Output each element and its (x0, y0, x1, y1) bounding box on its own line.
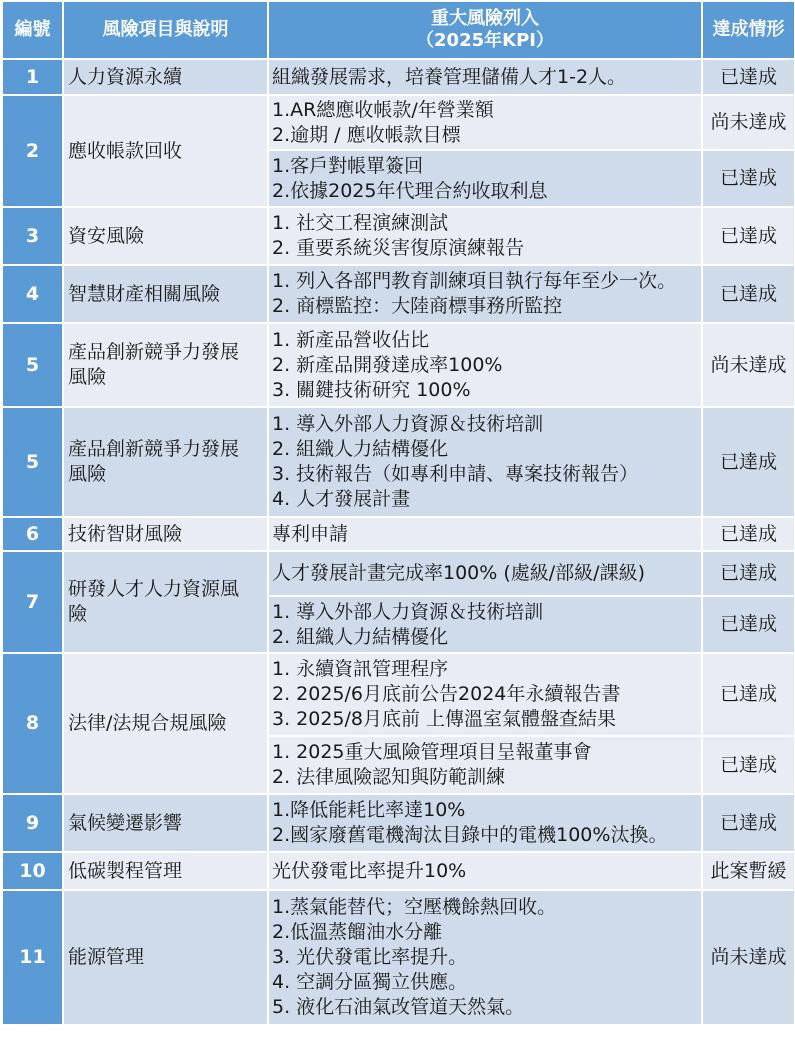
kpi-cell (268, 890, 702, 1025)
kpi-line: 1. 社交工程演練測試 (272, 212, 449, 234)
kpi-line: 4. 人才發展計畫 (272, 488, 411, 510)
status-cell: 已達成 (702, 150, 795, 207)
table-row (2, 95, 795, 150)
status-cell: 已達成 (702, 517, 795, 551)
risk-item-line: 風險 (68, 463, 107, 485)
header-item: 風險項目與說明 (63, 1, 268, 59)
status-cell: 已達成 (702, 551, 795, 596)
status-cell: 已達成 (702, 653, 795, 736)
row-number: 8 (2, 653, 63, 794)
kpi-line: 人才發展計畫完成率100% (處級/部級/課級) (272, 562, 645, 584)
table-row (2, 794, 795, 852)
table-row (2, 517, 795, 551)
risk-item: 智慧財產相關風險 (63, 265, 268, 323)
status-cell: 已達成 (702, 407, 795, 517)
table-row (2, 551, 795, 596)
kpi-cell (268, 323, 702, 407)
header-no: 編號 (2, 1, 63, 59)
kpi-cell (268, 95, 702, 150)
row-number: 7 (2, 551, 63, 653)
risk-item-line: 險 (68, 603, 88, 625)
row-number: 5 (2, 407, 63, 517)
kpi-cell (268, 59, 702, 95)
risk-item: 能源管理 (63, 890, 268, 1025)
row-number: 4 (2, 265, 63, 323)
kpi-line: 1.客戶對帳單簽回 (272, 154, 424, 177)
kpi-cell (268, 653, 702, 736)
kpi-line: 1. 新產品營收佔比 (272, 328, 430, 351)
risk-item: 應收帳款回收 (63, 95, 268, 207)
risk-item-line: 產品創新競爭力發展 (68, 438, 240, 460)
table-row (2, 890, 795, 1025)
kpi-line: 3. 關鍵技術研究 100% (272, 378, 471, 401)
status-cell: 尚未達成 (702, 323, 795, 407)
kpi-line: 2.國家廢舊電機淘汰目錄中的電機100%汰換。 (272, 824, 668, 846)
kpi-line: 1. 導入外部人力資源＆技術培訓 (272, 413, 544, 435)
kpi-line: 4. 空調分區獨立供應。 (272, 971, 468, 993)
kpi-line: 1. 導入外部人力資源＆技術培訓 (272, 600, 544, 623)
kpi-line: 2. 2025/6月底前公告2024年永續報告書 (272, 683, 621, 705)
status-cell: 尚未達成 (702, 95, 795, 150)
kpi-line: 2. 新產品開發達成率100% (272, 353, 503, 376)
kpi-line: 2.低溫蒸餾油水分離 (272, 921, 443, 943)
risk-item-line: 產品創新競爭力發展 (68, 341, 240, 363)
kpi-line: 5. 液化石油氣改管道天然氣。 (272, 996, 525, 1018)
status-cell: 尚未達成 (702, 890, 795, 1025)
kpi-cell (268, 150, 702, 207)
kpi-line: 1.AR總應收帳款/年營業額 (272, 98, 494, 121)
kpi-cell (268, 207, 702, 265)
kpi-line: 3. 2025/8月底前 上傳溫室氣體盤查結果 (272, 708, 617, 730)
risk-item: 低碳製程管理 (63, 852, 268, 890)
risk-item: 法律/法規合規風險 (63, 653, 268, 794)
status-cell: 此案暫緩 (702, 852, 795, 890)
table-header-row (2, 1, 795, 59)
risk-item (63, 323, 268, 407)
header-kpi-line1: 重大風險列入 (431, 8, 539, 29)
kpi-cell (268, 517, 702, 551)
kpi-line: 2.依據2025年代理合約收取利息 (272, 179, 548, 202)
kpi-line: 1. 2025重大風險管理項目呈報董事會 (272, 741, 592, 763)
row-number: 6 (2, 517, 63, 551)
table-row (2, 653, 795, 736)
kpi-line: 3. 光伏發電比率提升。 (272, 946, 468, 968)
kpi-cell (268, 407, 702, 517)
risk-kpi-table (1, 0, 795, 1026)
row-number: 1 (2, 59, 63, 95)
risk-item (63, 407, 268, 517)
kpi-cell (268, 736, 702, 794)
kpi-line: 2. 重要系統災害復原演練報告 (272, 237, 525, 259)
risk-item: 技術智財風險 (63, 517, 268, 551)
kpi-cell (268, 596, 702, 653)
kpi-cell (268, 551, 702, 596)
status-cell: 已達成 (702, 59, 795, 95)
row-number: 10 (2, 852, 63, 890)
status-cell: 已達成 (702, 736, 795, 794)
kpi-line: 3. 技術報告（如專利申請、專案技術報告） (272, 463, 639, 485)
status-cell: 已達成 (702, 596, 795, 653)
kpi-line: 2. 商標監控：大陸商標事務所監控 (272, 295, 563, 317)
table-row (2, 59, 795, 95)
kpi-line: 專利申請 (272, 522, 349, 545)
risk-item: 資安風險 (63, 207, 268, 265)
kpi-cell (268, 852, 702, 890)
kpi-line: 組織發展需求，培養管理儲備人才1-2人。 (272, 65, 627, 88)
status-cell: 已達成 (702, 207, 795, 265)
kpi-line: 1. 永續資訊管理程序 (272, 658, 449, 680)
status-cell: 已達成 (702, 265, 795, 323)
kpi-line: 2. 組織人力結構優化 (272, 625, 449, 648)
row-number: 11 (2, 890, 63, 1025)
table-row (2, 852, 795, 890)
header-kpi (268, 1, 702, 59)
row-number: 3 (2, 207, 63, 265)
kpi-line: 2.逾期 / 應收帳款目標 (272, 123, 461, 146)
risk-item-line: 風險 (68, 366, 107, 388)
risk-item: 氣候變遷影響 (63, 794, 268, 852)
row-number: 9 (2, 794, 63, 852)
kpi-line: 1.蒸氣能替代；空壓機餘熱回收。 (272, 896, 557, 918)
kpi-line: 2. 法律風險認知與防範訓練 (272, 766, 506, 788)
header-kpi-line2: （2025年KPI） (416, 30, 554, 51)
kpi-cell (268, 794, 702, 852)
kpi-line: 光伏發電比率提升10% (272, 859, 467, 882)
table-row (2, 407, 795, 517)
kpi-line: 1. 列入各部門教育訓練項目執行每年至少一次。 (272, 270, 677, 292)
table-row (2, 265, 795, 323)
header-status: 達成情形 (702, 1, 795, 59)
row-number: 5 (2, 323, 63, 407)
kpi-line: 2. 組織人力結構優化 (272, 438, 449, 460)
risk-item-line: 研發人才人力資源風 (68, 578, 240, 600)
risk-item (63, 551, 268, 653)
table-row (2, 323, 795, 407)
table-row (2, 207, 795, 265)
kpi-line: 1.降低能耗比率達10% (272, 799, 466, 821)
risk-item: 人力資源永續 (63, 59, 268, 95)
status-cell: 已達成 (702, 794, 795, 852)
kpi-cell (268, 265, 702, 323)
row-number: 2 (2, 95, 63, 207)
